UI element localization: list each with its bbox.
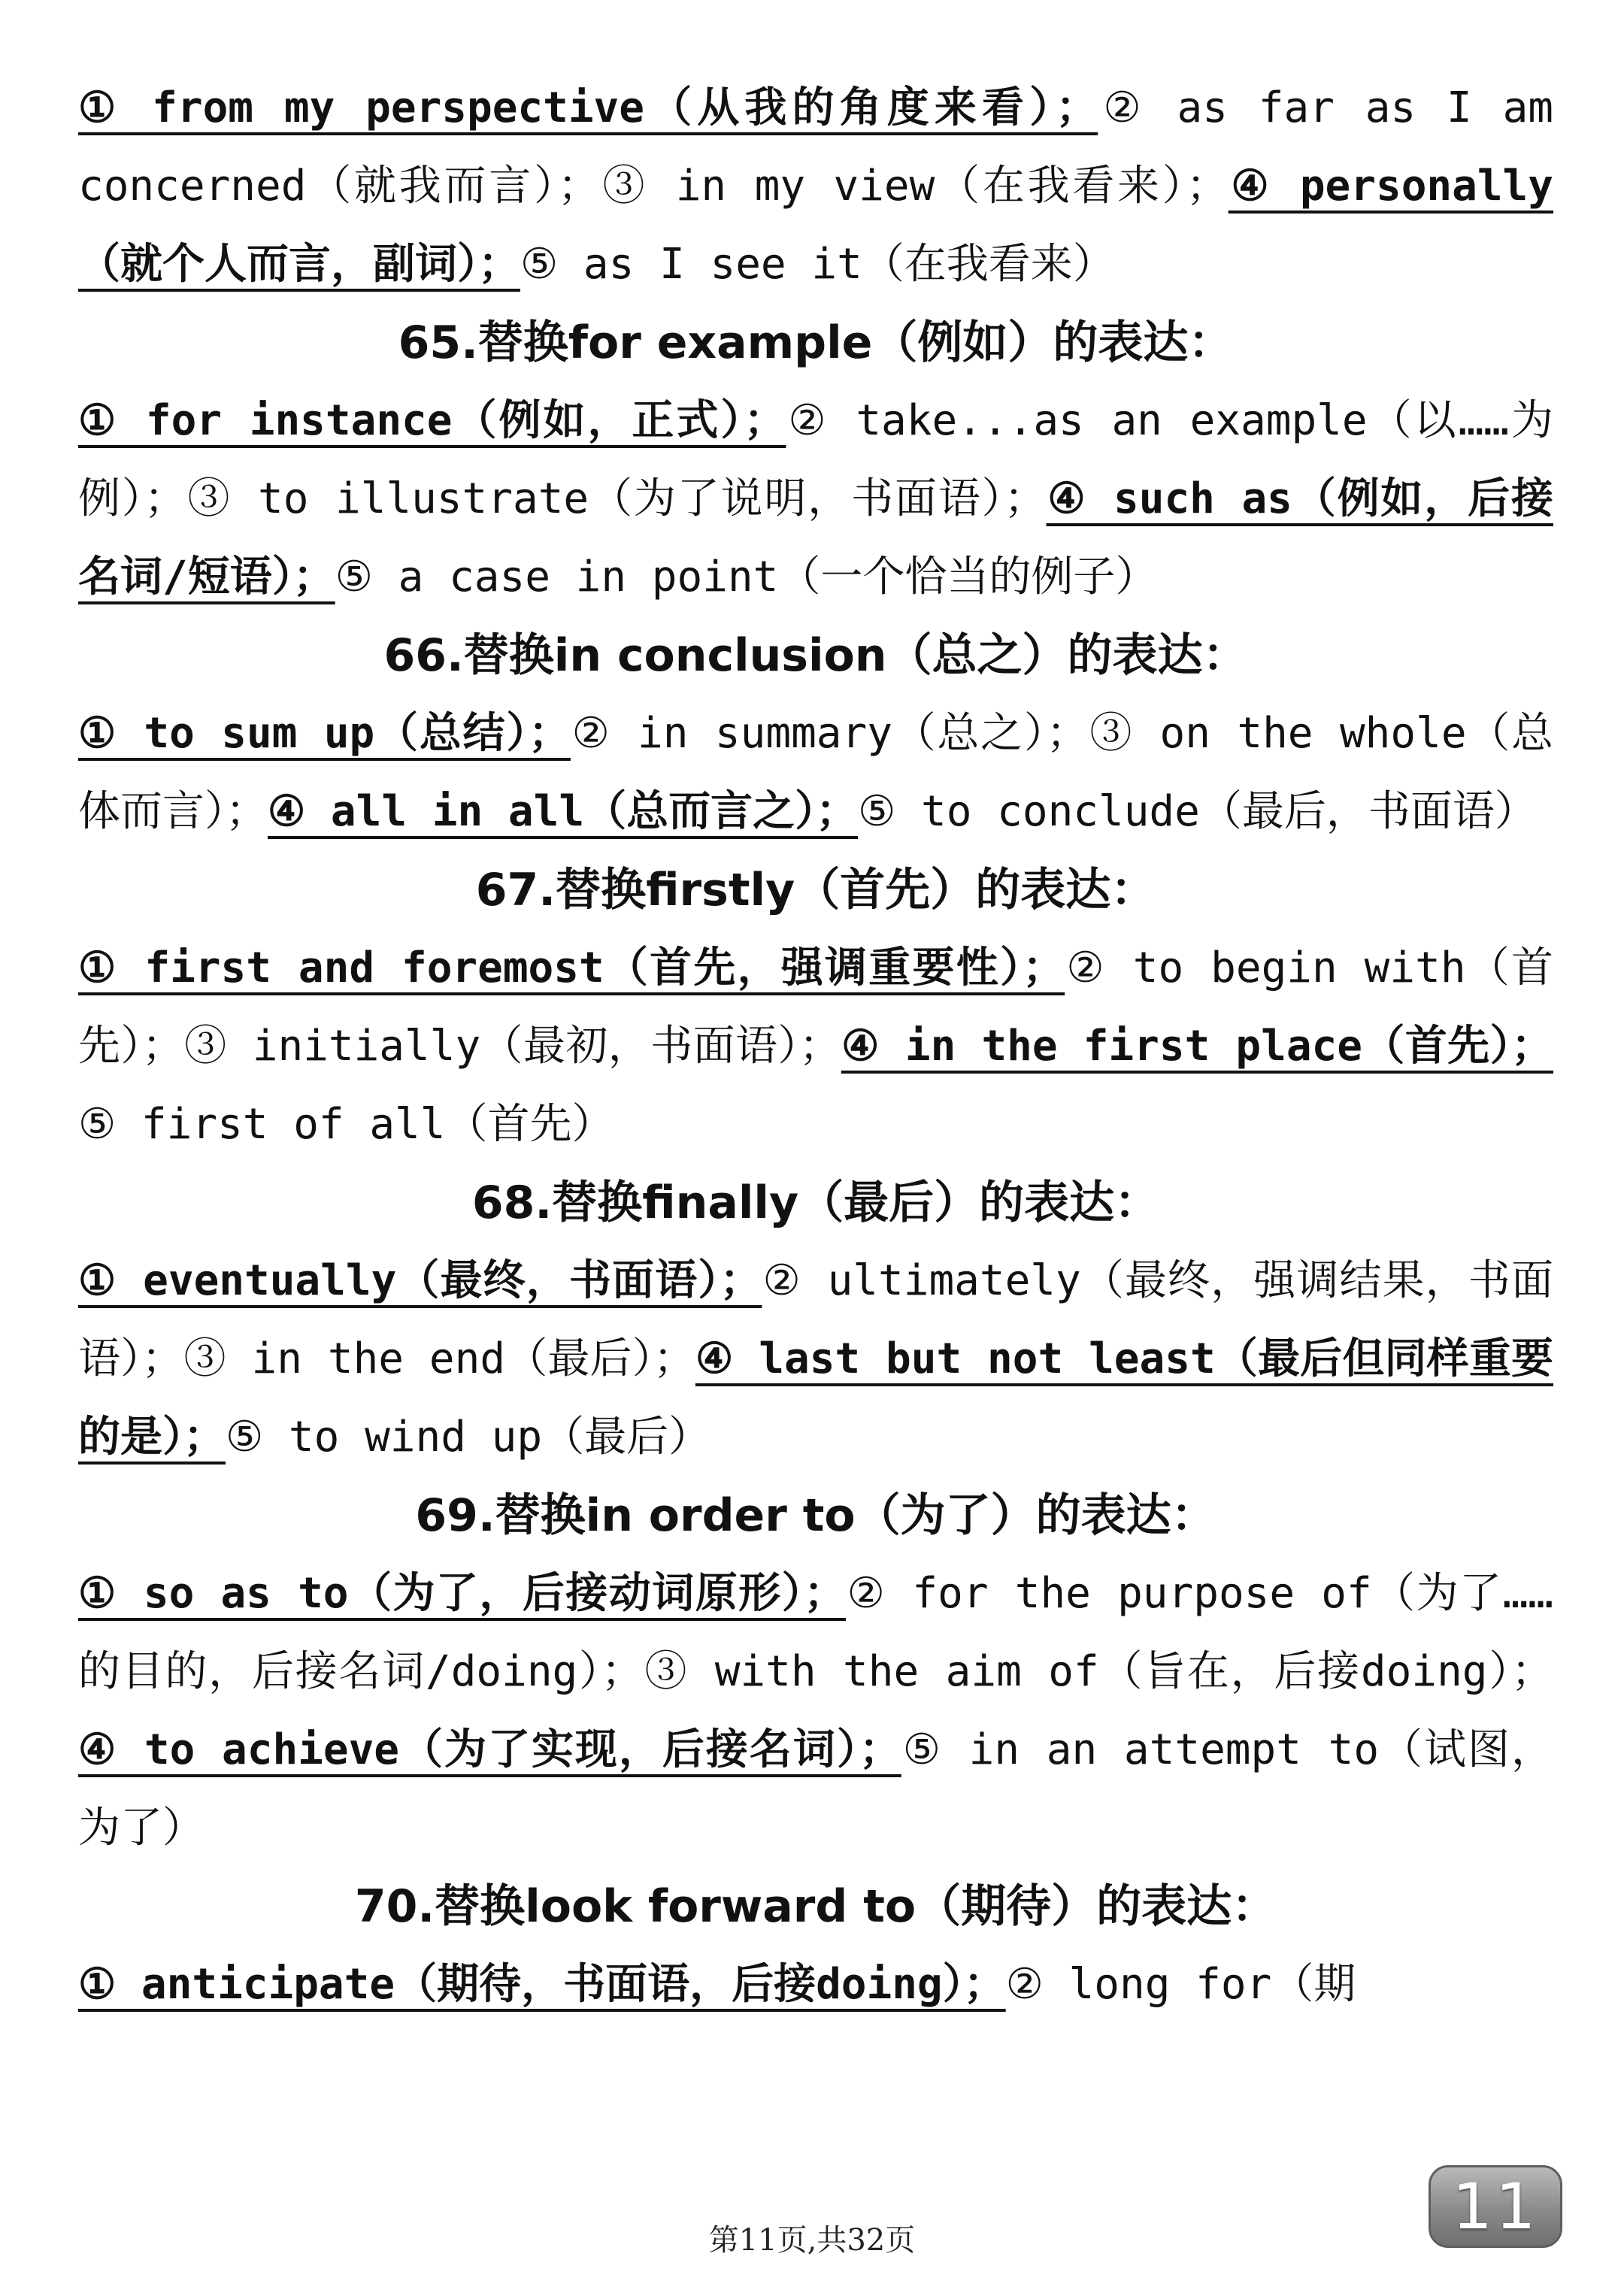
text-segment: ② long for（期: [1005, 1960, 1356, 2009]
underlined-phrase: ① anticipate（期待，书面语，后接doing）；: [78, 1960, 1006, 2009]
underlined-phrase: ① eventually（最终，书面语）；: [78, 1256, 762, 1305]
page-number-badge: 11: [1429, 2165, 1562, 2248]
section-heading: 66.替换in conclusion（总之）的表达：: [383, 629, 1248, 682]
paragraph: [78, 382, 1553, 616]
underlined-phrase: ④ personally（就个人而言，副词）；: [78, 162, 1553, 289]
text-segment: ② to begin with（首先）；③ initially（最初，书面语）；: [78, 944, 1553, 1071]
text-segment: ⑤ first of all（首先）: [78, 1100, 614, 1149]
paragraph: [78, 929, 1553, 1164]
section-heading: 69.替换in order to（为了）的表达：: [415, 1489, 1216, 1542]
text-segment: ② take...as an example（以……为例）；③ to illustrate（为了说明，书面语）；: [78, 396, 1553, 523]
section-heading: 65.替换for example（例如）的表达：: [398, 317, 1234, 369]
text-segment: ⑤ in an attempt to（试图，为了）: [78, 1725, 1553, 1852]
paragraph: [78, 69, 1553, 304]
underlined-phrase: ① so as to（为了，后接动词原形）；: [78, 1569, 847, 1618]
paragraph: [78, 1946, 1553, 2024]
section-heading: 67.替换firstly（首先）的表达：: [475, 864, 1156, 916]
underlined-phrase: ④ in the first place（首先）；: [841, 1022, 1553, 1071]
underlined-phrase: ① for instance（例如，正式）；: [78, 396, 786, 445]
underlined-phrase: ① to sum up（总结）；: [78, 709, 571, 758]
text-segment: ⑤ to conclude（最后，书面语）: [858, 787, 1537, 836]
text-segment: ② ultimately（最终，强调结果，书面语）；③ in the end（最后）；: [78, 1256, 1553, 1383]
document-body: [78, 69, 1553, 2024]
underlined-phrase: ① from my perspective（从我的角度来看）；: [78, 83, 1098, 132]
text-segment: ② for the purpose of（为了……的目的，后接名词/doing）；③ with the aim of（旨在，后接doing）；: [78, 1569, 1553, 1696]
text-segment: ⑤ as I see it（在我看来）: [520, 240, 1115, 289]
underlined-phrase: ④ to achieve（为了实现，后接名词）；: [78, 1725, 901, 1774]
page-footer: 第11页,共32页: [708, 2223, 916, 2258]
paragraph: [78, 1242, 1553, 1477]
underlined-phrase: ④ last but not least（最后但同样重要的是）；: [78, 1334, 1553, 1462]
text-segment: ② as far as I am concerned（就我而言）；③ in my view（在我看来）；: [78, 83, 1553, 211]
text-segment: ⑤ a case in point（一个恰当的例子）: [335, 553, 1158, 601]
text-segment: ② in summary（总之）；③ on the whole（总体而言）；: [78, 709, 1553, 836]
section-heading: 70.替换look forward to（期待）的表达：: [354, 1880, 1277, 1933]
text-segment: ⑤ to wind up（最后）: [226, 1413, 711, 1462]
paragraph: [78, 1555, 1553, 1867]
underlined-phrase: ④ such as（例如，后接名词/短语）；: [78, 474, 1553, 601]
paragraph: [78, 695, 1553, 851]
section-heading: 68.替换finally（最后）的表达：: [471, 1177, 1160, 1229]
underlined-phrase: ④ all in all（总而言之）；: [268, 787, 859, 836]
underlined-phrase: ① first and foremost（首先，强调重要性）；: [78, 944, 1065, 992]
